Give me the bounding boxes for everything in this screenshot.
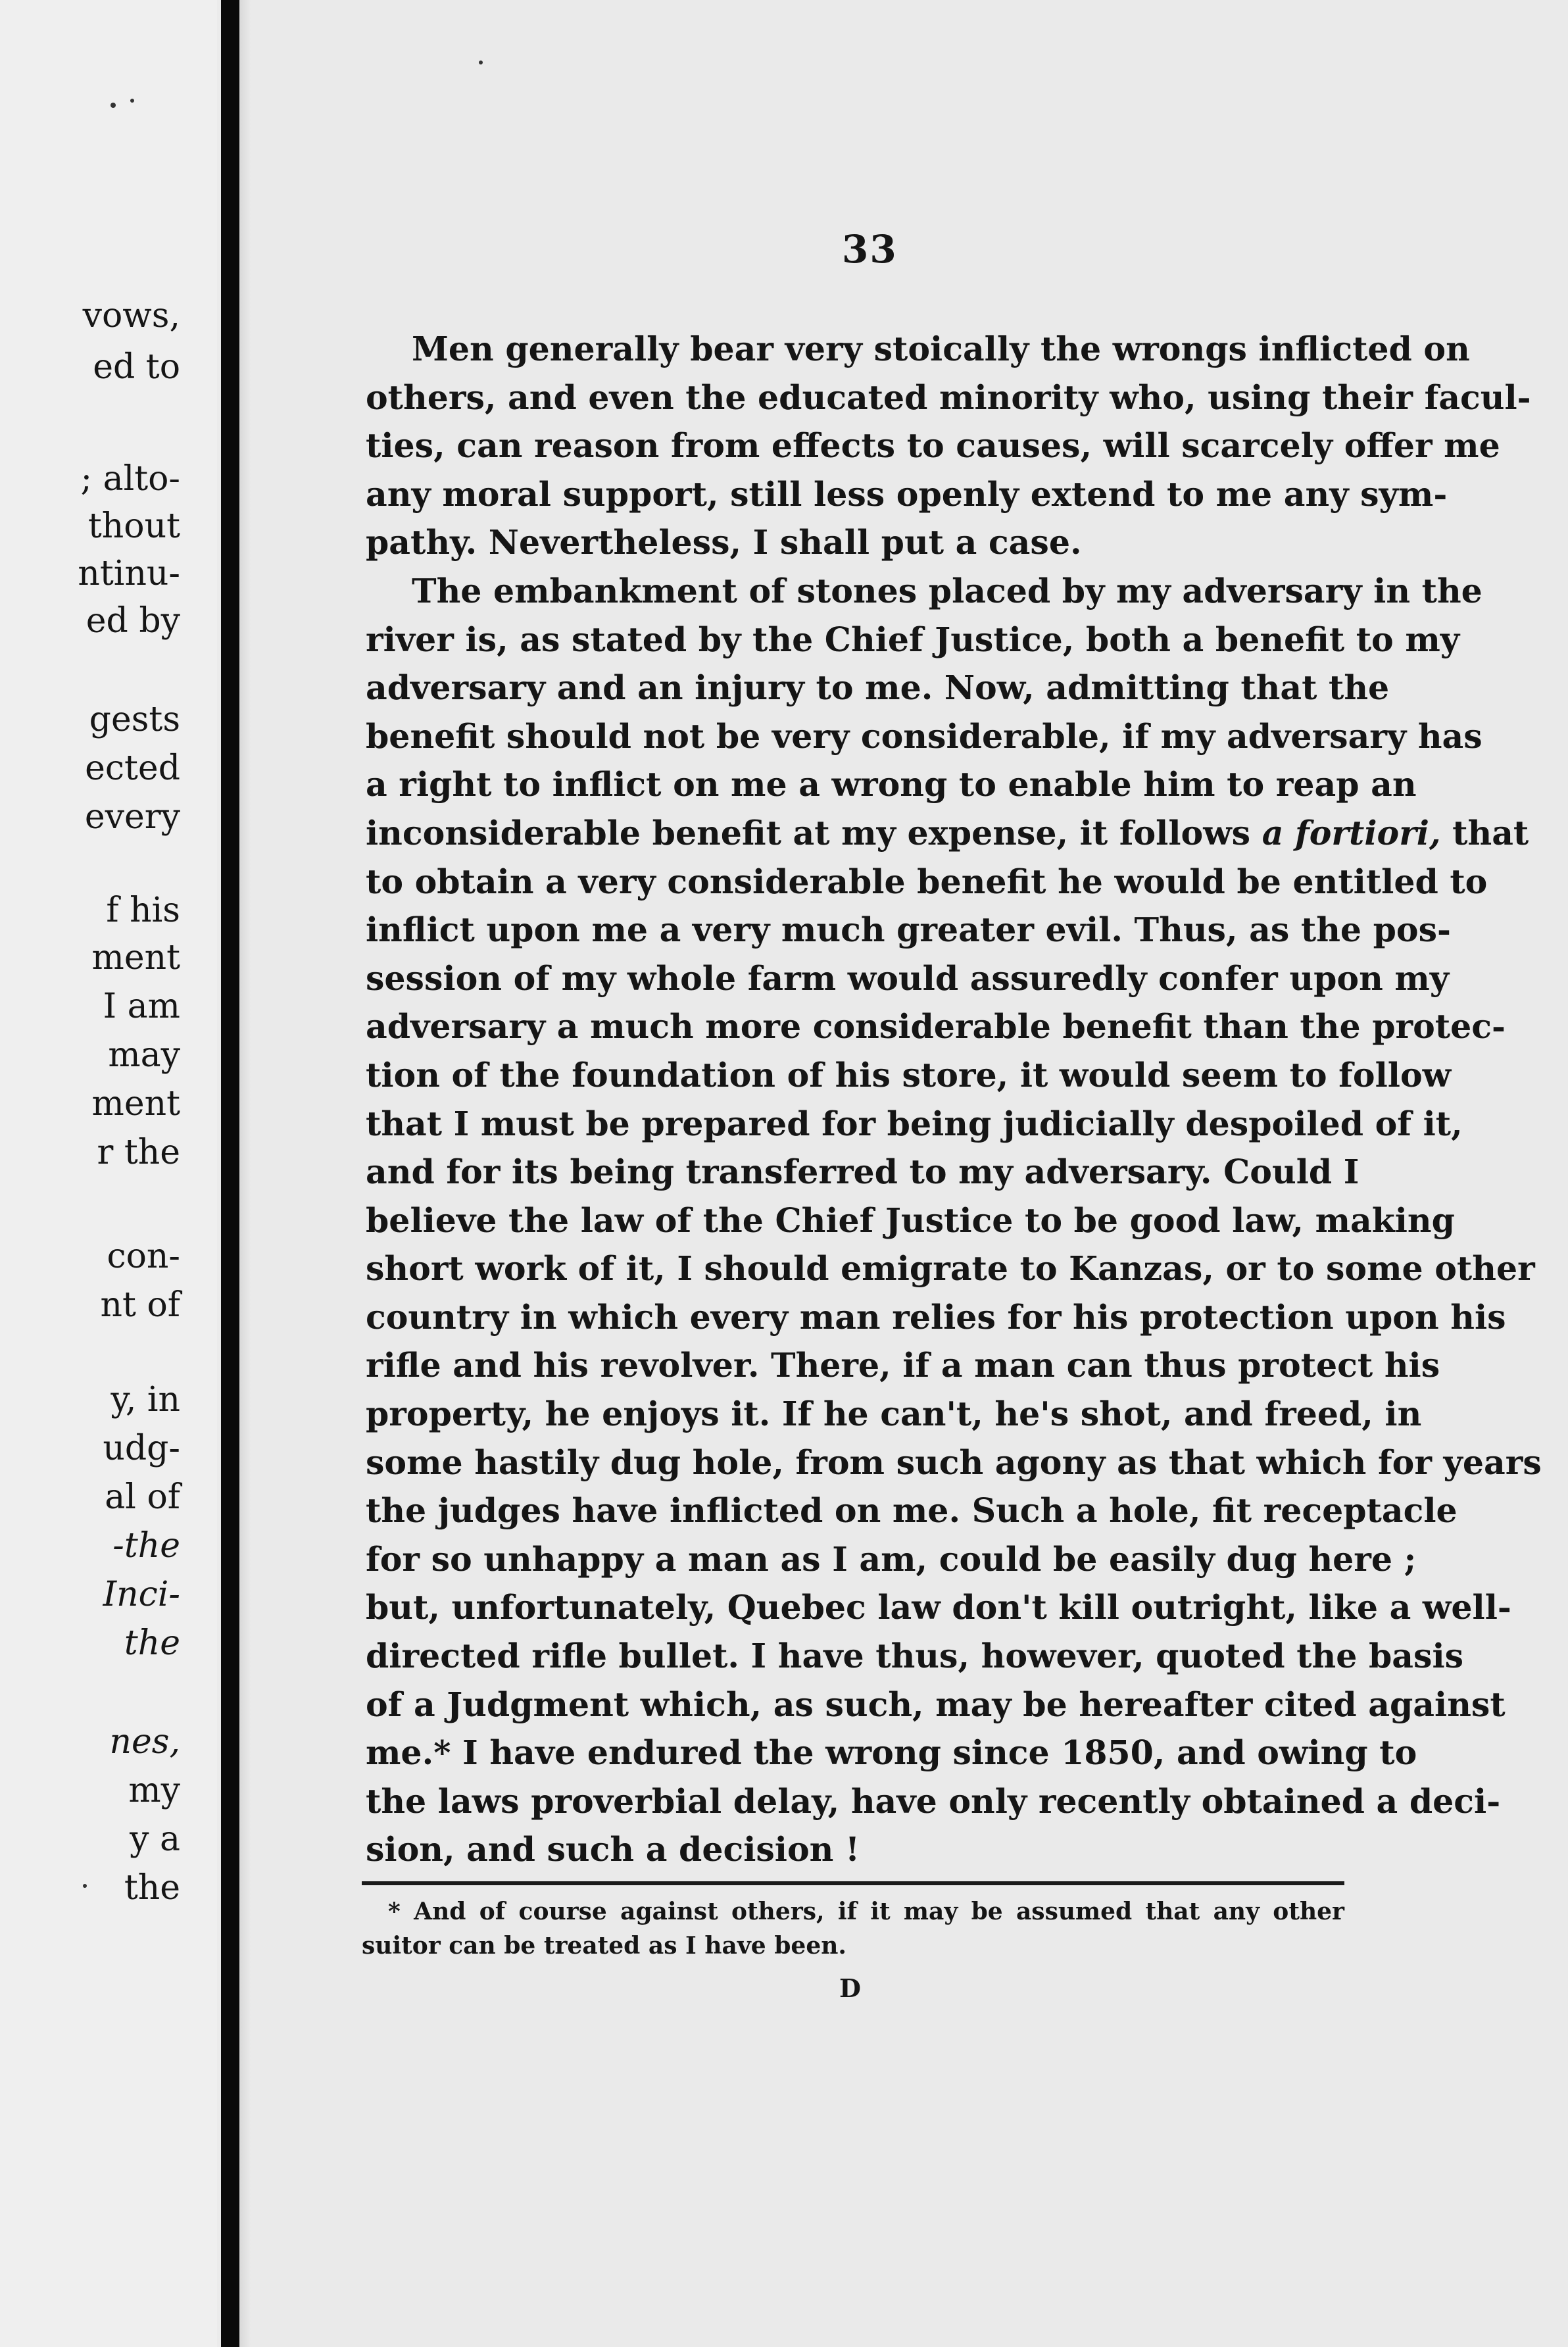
text-line: rifle and his revolver. There, if a man can thus protect his xyxy=(366,1346,1440,1385)
book-gutter xyxy=(221,0,239,2347)
facing-page-fragment: -the xyxy=(112,1526,180,1566)
text-span: inconsiderable benefit at my expense, it follows xyxy=(366,813,1262,852)
signature-mark: D xyxy=(839,1973,861,2003)
facing-page-fragment: ; alto- xyxy=(80,459,180,499)
text-line: pathy. Nevertheless, I shall put a case. xyxy=(366,523,1082,562)
text-line: to obtain a very considerable benefit he would be entitled to xyxy=(366,862,1488,901)
text-line: property, he enjoys it. If he can't, he's shot, and freed, in xyxy=(366,1395,1422,1434)
text-line: for so unhappy a man as I am, could be easily dug here ; xyxy=(366,1539,1417,1579)
facing-page-fragment: the xyxy=(124,1623,180,1663)
facing-page-fragment: f his xyxy=(106,891,180,930)
text-line: believe the law of the Chief Justice to be good law, making xyxy=(366,1200,1455,1240)
facing-page-fragment: ntinu- xyxy=(78,554,180,593)
text-line: The embankment of stones placed by my adversary in the xyxy=(412,571,1482,610)
gutter-shadow xyxy=(239,0,251,2347)
facing-page-fragment: udg- xyxy=(103,1429,180,1468)
italic-phrase: a fortiori, xyxy=(1262,813,1441,852)
text-line: adversary a much more considerable benefit than the protec- xyxy=(366,1007,1506,1047)
facing-page-fragment: may xyxy=(108,1035,180,1075)
body-text xyxy=(366,325,1542,1874)
text-line: Men generally bear very stoically the wrongs inflicted on xyxy=(412,330,1470,368)
facing-page-fragment: ment xyxy=(91,938,180,977)
text-line: but, unfortunately, Quebec law don't kill outright, like a well- xyxy=(366,1588,1511,1627)
text-line: me.* I have endured the wrong since 1850, and owing to xyxy=(366,1733,1417,1773)
facing-page-fragment: ed by xyxy=(86,601,180,641)
footnote-rule xyxy=(362,1881,1344,1885)
print-speck xyxy=(110,103,116,108)
facing-page-fragment: y a xyxy=(130,1819,180,1859)
facing-page-edge xyxy=(0,0,217,2347)
page-number: 33 xyxy=(842,227,898,272)
facing-page-fragment: the xyxy=(124,1868,180,1908)
text-line: and for its being transferred to my adversary. Could I xyxy=(366,1152,1360,1192)
text-line: of a Judgment which, as such, may be hereafter cited against xyxy=(366,1685,1506,1724)
footnote-line: * And of course against others, if it may be assumed that any other xyxy=(388,1898,1344,1925)
print-speck xyxy=(83,1884,87,1888)
facing-page-fragment: my xyxy=(128,1771,180,1810)
facing-page-fragment: al of xyxy=(105,1477,180,1517)
text-line: river is, as stated by the Chief Justice, both a benefit to my xyxy=(366,620,1460,659)
text-line: benefit should not be very considerable, if my adversary has xyxy=(366,716,1482,756)
facing-page-fragment: gests xyxy=(89,700,180,739)
facing-page-fragment: ected xyxy=(85,749,180,788)
text-line: short work of it, I should emigrate to Kanzas, or to some other xyxy=(366,1249,1535,1289)
text-line-fortiori xyxy=(366,809,1529,858)
facing-page-fragment: nes, xyxy=(109,1722,180,1762)
facing-page-fragment: ed to xyxy=(93,347,180,387)
text-line: session of my whole farm would assuredly confer upon my xyxy=(366,958,1450,998)
facing-page-fragment: ment xyxy=(91,1084,180,1124)
text-line: sion, and such a decision ! xyxy=(366,1830,860,1869)
facing-page-fragment: nt of xyxy=(100,1285,180,1325)
text-line: adversary and an injury to me. Now, admitting that the xyxy=(366,668,1390,708)
text-line: that I must be prepared for being judicially despoiled of it, xyxy=(366,1104,1463,1143)
text-line: inflict upon me a very much greater evil. Thus, as the pos- xyxy=(366,910,1452,950)
facing-page-fragment: Inci- xyxy=(103,1575,180,1614)
footnote xyxy=(362,1894,1344,1963)
text-line: any moral support, still less openly extend to me any sym- xyxy=(366,474,1448,514)
facing-page-fragment: thout xyxy=(87,506,180,546)
text-line: others, and even the educated minority who, using their facul- xyxy=(366,378,1531,417)
facing-page-fragment: every xyxy=(84,797,180,837)
text-line: some hastily dug hole, from such agony as that which for years xyxy=(366,1443,1542,1482)
facing-page-fragment: con- xyxy=(107,1237,180,1276)
text-line: the laws proverbial delay, have only recently obtained a deci- xyxy=(366,1781,1501,1821)
print-speck xyxy=(479,61,483,64)
text-line: directed rifle bullet. I have thus, however, quoted the basis xyxy=(366,1637,1464,1676)
text-line: ties, can reason from effects to causes, will scarcely offer me xyxy=(366,426,1500,466)
text-line: country in which every man relies for his protection upon his xyxy=(366,1297,1506,1337)
print-speck xyxy=(130,99,134,103)
facing-page-fragment: y, in xyxy=(110,1380,180,1420)
text-line: a right to inflict on me a wrong to enable him to reap an xyxy=(366,765,1417,804)
facing-page-fragment: I am xyxy=(103,987,180,1026)
facing-page-fragment: vows, xyxy=(82,296,180,335)
text-line: the judges have inflicted on me. Such a hole, fit receptacle xyxy=(366,1491,1458,1531)
text-span: that xyxy=(1440,813,1529,852)
text-line: tion of the foundation of his store, it would seem to follow xyxy=(366,1055,1452,1095)
facing-page-fragment: r the xyxy=(97,1133,180,1172)
footnote-line: suitor can be treated as I have been. xyxy=(362,1932,846,1960)
